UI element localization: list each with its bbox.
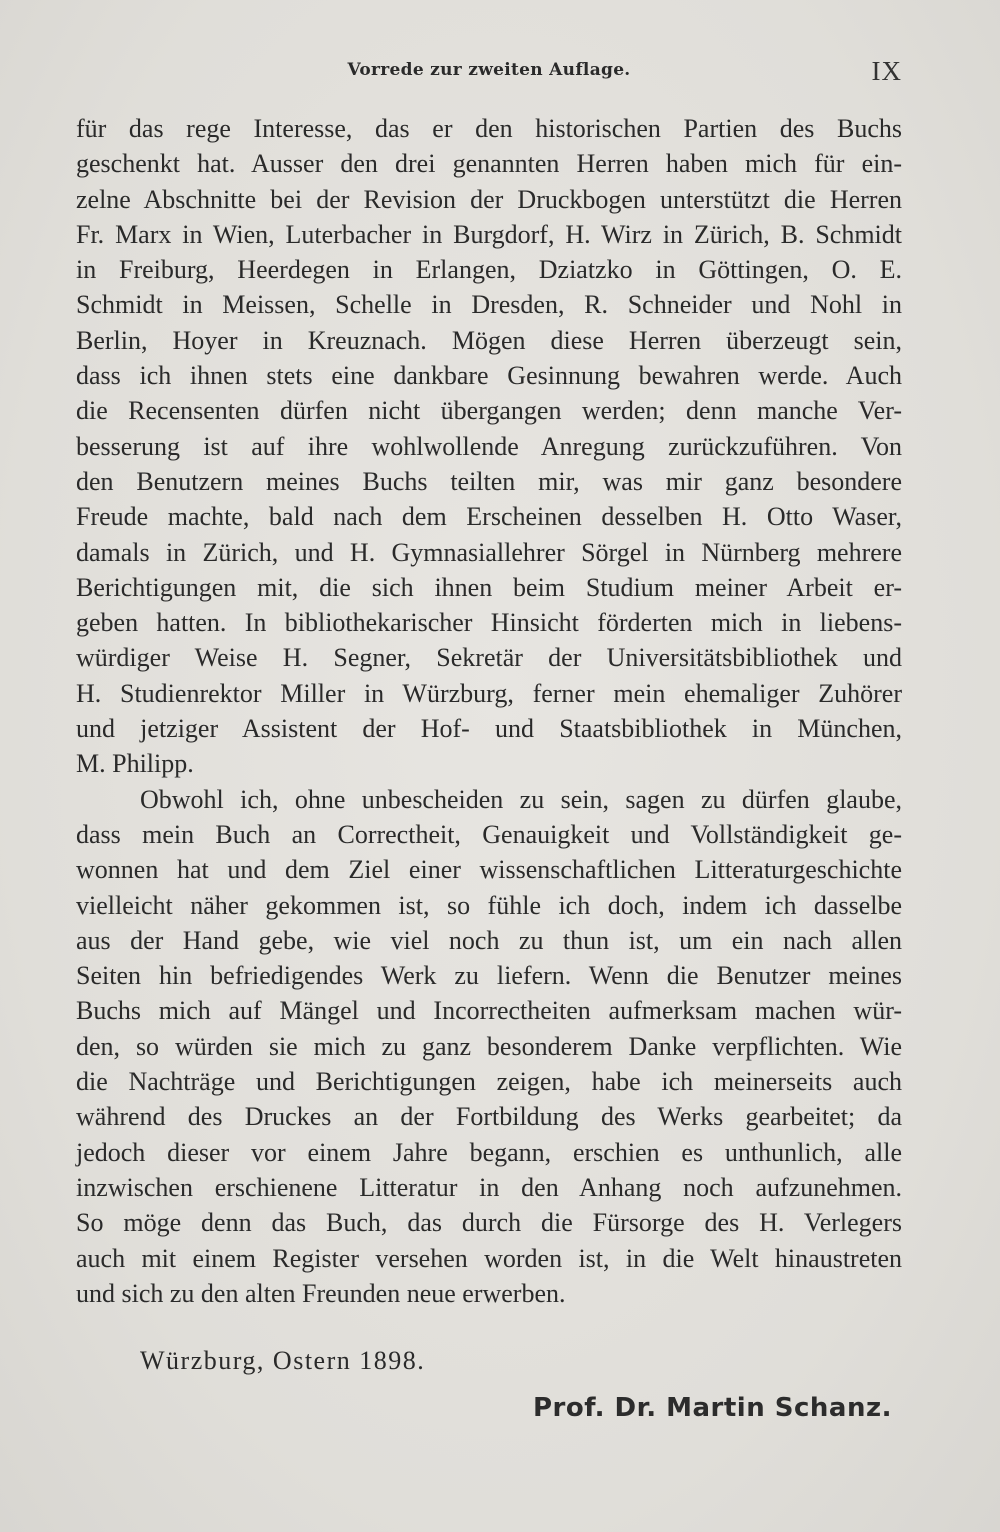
text-line: H. Studienrektor Miller in Würzburg, ferner mein ehemaliger Zuhörer [76, 678, 902, 708]
text-line: und jetziger Assistent der Hof- und Staatsbibliothek in München, [76, 714, 902, 744]
text-line: Buchs mich auf Mängel und Incorrectheiten aufmerksam machen wür- [76, 996, 902, 1026]
text-line: die Nachträge und Berichtigungen zeigen, habe ich meinerseits auch [76, 1067, 902, 1097]
text-line: würdiger Weise H. Segner, Sekretär der Universitätsbibliothek und [76, 643, 902, 673]
text-line: die Recensenten dürfen nicht übergangen werden; denn manche Ver- [76, 396, 902, 426]
text-line: So möge denn das Buch, das durch die Fürsorge des H. Verlegers [76, 1208, 902, 1238]
text-line: Berichtigungen mit, die sich ihnen beim Studium meiner Arbeit er- [76, 572, 902, 602]
text-line: zelne Abschnitte bei der Revision der Druckbogen unterstützt die Herren [76, 184, 902, 214]
text-line: während des Druckes an der Fortbildung des Werks gearbeitet; da [76, 1102, 902, 1132]
text-line: in Freiburg, Heerdegen in Erlangen, Dziatzko in Göttingen, O. E. [76, 255, 902, 285]
text-line: dass mein Buch an Correctheit, Genauigkeit und Vollständigkeit ge- [76, 819, 902, 849]
text-line: den, so würden sie mich zu ganz besonderem Danke verpflichten. Wie [76, 1031, 902, 1061]
text-line: geben hatten. In bibliothekarischer Hinsicht förderten mich in liebens- [76, 608, 902, 638]
signature: Prof. Dr. Martin Schanz. [532, 1393, 892, 1423]
text-line: Schmidt in Meissen, Schelle in Dresden, R. Schneider und Nohl in [76, 290, 902, 320]
text-line: Berlin, Hoyer in Kreuznach. Mögen diese Herren überzeugt sein, [76, 325, 902, 355]
text-line: jedoch dieser vor einem Jahre begann, erschien es unthunlich, alle [76, 1137, 902, 1167]
running-head: Vorrede zur zweiten Auflage. [347, 60, 631, 80]
text-line: Seiten hin befriedigendes Werk zu liefern. Wenn die Benutzer meines [76, 961, 902, 991]
text-line: aus der Hand gebe, wie viel noch zu thun ist, um ein nach allen [76, 925, 902, 955]
text-line: Obwohl ich, ohne unbescheiden zu sein, sagen zu dürfen glaube, [140, 784, 902, 814]
text-line: und sich zu den alten Freunden neue erwerben. [76, 1278, 566, 1308]
text-line: besserung ist auf ihre wohlwollende Anregung zurückzuführen. Von [76, 431, 902, 461]
dateline: Würzburg, Ostern 1898. [140, 1346, 426, 1375]
text-line: den Benutzern meines Buchs teilten mir, was mir ganz besondere [76, 466, 902, 496]
page-header [76, 56, 902, 90]
text-line: vielleicht näher gekommen ist, so fühle ich doch, indem ich dasselbe [76, 890, 902, 920]
text-line: wonnen hat und dem Ziel einer wissenschaftlichen Litteraturgeschichte [76, 855, 902, 885]
text-line: auch mit einem Register versehen worden ist, in die Welt hinaustreten [76, 1243, 902, 1273]
body-text [76, 111, 902, 1311]
text-line: inzwischen erschienene Litteratur in den Anhang noch aufzunehmen. [76, 1172, 902, 1202]
text-line: dass ich ihnen stets eine dankbare Gesinnung bewahren werde. Auch [76, 361, 902, 391]
text-line: Fr. Marx in Wien, Luterbacher in Burgdorf, H. Wirz in Zürich, B. Schmidt [76, 219, 902, 249]
text-line: Freude machte, bald nach dem Erscheinen desselben H. Otto Waser, [76, 502, 902, 532]
text-line: M. Philipp. [76, 749, 194, 779]
text-line: geschenkt hat. Ausser den drei genannten Herren haben mich für ein- [76, 149, 902, 179]
page-number: IX [871, 56, 902, 86]
text-line: damals in Zürich, und H. Gymnasiallehrer Sörgel in Nürnberg mehrere [76, 537, 902, 567]
text-line: für das rege Interesse, das er den historischen Partien des Buchs [76, 114, 902, 143]
